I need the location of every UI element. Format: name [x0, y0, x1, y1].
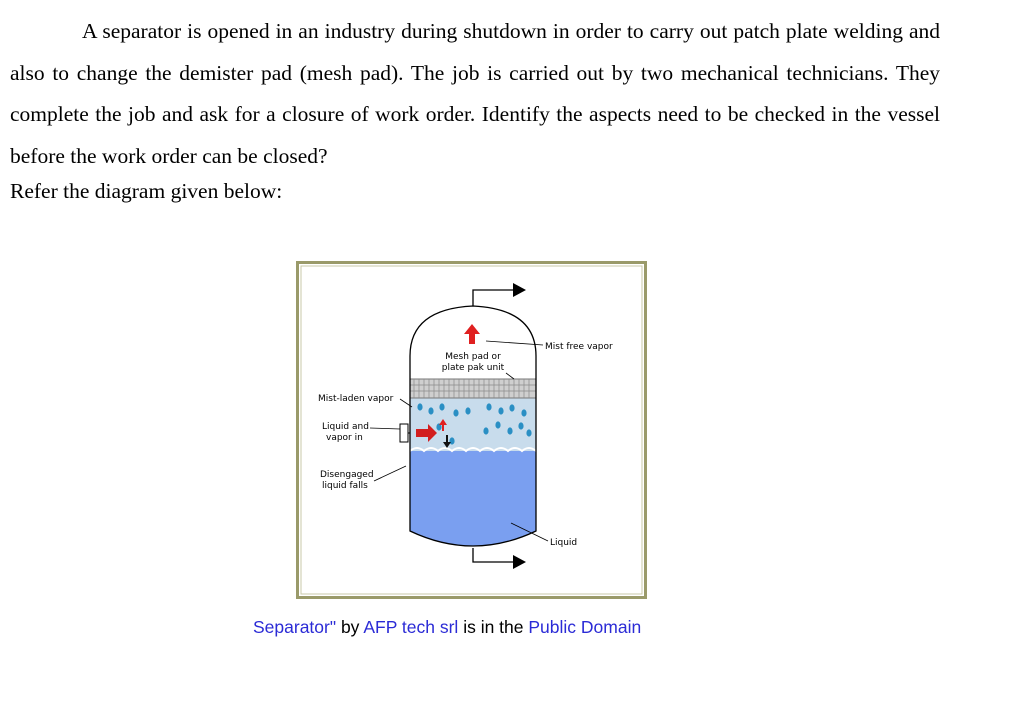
- label-liquid: Liquid: [550, 538, 578, 548]
- caption-by: by: [336, 617, 364, 637]
- droplet: [428, 407, 433, 414]
- label-mesh-pad-2: plate pak unit: [441, 363, 505, 373]
- question-paragraph: [10, 11, 940, 177]
- droplet: [439, 403, 444, 410]
- label-liquid-vapor-2: vapor in: [326, 433, 363, 443]
- separator-diagram-svg: [296, 261, 647, 599]
- caption-title-link[interactable]: Separator": [253, 617, 337, 637]
- droplet: [518, 422, 523, 429]
- caption-license-link[interactable]: Public Domain: [528, 617, 642, 637]
- droplet: [526, 429, 531, 436]
- droplet: [507, 427, 512, 434]
- label-liquid-vapor-1: Liquid and: [322, 422, 369, 432]
- label-disengaged-2: liquid falls: [322, 481, 368, 491]
- droplet: [465, 407, 470, 414]
- droplet: [521, 409, 526, 416]
- question-text: A separator is opened in an industry during shutdown in order to carry out patch plate welding and also to change the demister pad (mesh pad). The job is carried out by two mechanical technicians. They complete the job and ask for a closure of work order. Identify the aspects need to be checked in the vessel before the work order can be closed?: [10, 19, 940, 168]
- label-mist-laden-vapor: Mist-laden vapor: [318, 394, 394, 404]
- caption-author-link[interactable]: AFP tech srl: [363, 617, 459, 637]
- caption-mid: is in the: [458, 617, 529, 637]
- label-mist-free-vapor: Mist free vapor: [545, 342, 613, 352]
- label-disengaged-1: Disengaged: [320, 470, 374, 480]
- droplet: [483, 427, 488, 434]
- droplet: [486, 403, 491, 410]
- vapor-zone: [410, 398, 536, 451]
- label-mesh-pad-1: Mesh pad or: [445, 352, 501, 362]
- liquid-region: [410, 451, 536, 546]
- refer-line: Refer the diagram given below:: [10, 179, 283, 203]
- separator-diagram: [296, 261, 647, 599]
- droplet: [417, 403, 422, 410]
- droplet: [453, 409, 458, 416]
- inlet-nozzle: [400, 424, 408, 442]
- droplet: [498, 407, 503, 414]
- droplet: [449, 437, 454, 444]
- droplet: [495, 421, 500, 428]
- droplet: [509, 404, 514, 411]
- figure-caption: [253, 616, 641, 638]
